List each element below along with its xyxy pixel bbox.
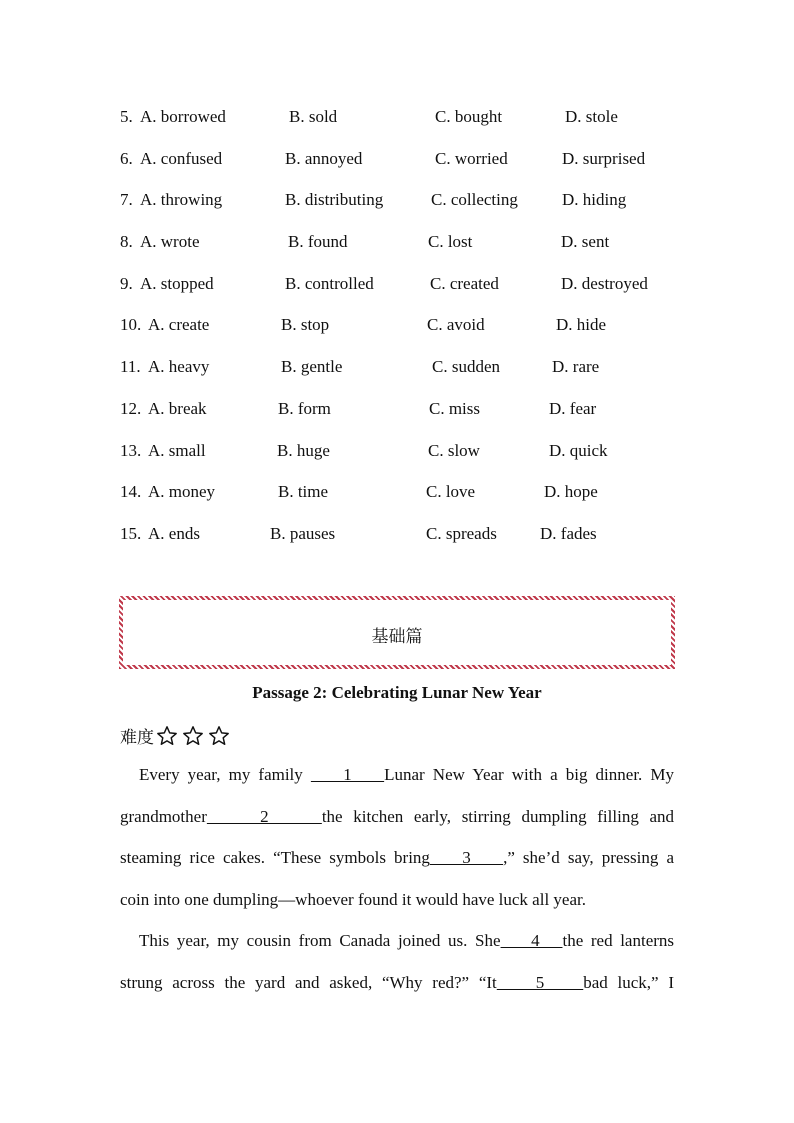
passage-text: grandmother (120, 806, 207, 826)
option-row (120, 189, 700, 231)
passage-line (120, 928, 674, 970)
option-row (120, 273, 700, 315)
question-number: 15. (120, 523, 142, 543)
blank-4: 4 (500, 931, 563, 951)
option-row (120, 523, 700, 565)
answer-options (120, 106, 700, 565)
passage-text: steaming rice cakes. “These symbols bring (120, 848, 430, 868)
difficulty-rating (120, 723, 234, 748)
blank-2: 2 (206, 806, 322, 826)
option-b: B. found (288, 232, 348, 252)
option-row (120, 481, 700, 523)
option-b: B. annoyed (285, 148, 363, 168)
passage-line (120, 970, 674, 1012)
option-d: D. rare (552, 357, 600, 377)
passage-line (120, 762, 674, 804)
option-b: B. huge (277, 440, 330, 460)
passage-text: strung across the yard and asked, “Why red?” “It (120, 972, 497, 992)
option-row (120, 440, 700, 482)
option-c: C. sudden (432, 357, 500, 377)
option-b: B. gentle (281, 357, 343, 377)
option-row (120, 231, 700, 273)
option-row (120, 356, 700, 398)
option-d: D. stole (565, 107, 618, 126)
question-number: 13. (120, 440, 142, 460)
question-number: 11. (120, 357, 141, 377)
option-row (120, 148, 700, 190)
passage-title: Passage 2: Celebrating Lunar New Year (252, 683, 542, 702)
option-row (120, 398, 700, 440)
passage-text: Every year, my family (139, 765, 311, 784)
question-number: 12. (120, 398, 142, 418)
passage-text: bad luck,” I (583, 972, 675, 992)
question-number: 9. (120, 273, 133, 293)
passage-body (120, 762, 674, 1012)
option-a: A. heavy (148, 357, 210, 377)
option-row (120, 106, 700, 148)
option-c: C. miss (429, 398, 481, 418)
star-outline-icon (156, 725, 178, 747)
option-c: C. avoid (427, 315, 485, 335)
option-b: B. form (278, 398, 331, 418)
option-d: D. hope (544, 482, 598, 502)
passage-text: the kitchen early, stirring dumpling filling and (321, 806, 675, 826)
option-a: A. stopped (140, 273, 214, 293)
option-d: D. sent (561, 232, 610, 252)
option-c: C. slow (428, 440, 480, 460)
star-outline-icon (182, 725, 204, 747)
option-d: D. hiding (562, 190, 627, 210)
option-c: C. bought (435, 107, 503, 126)
passage-line (120, 804, 674, 846)
section-title: 基础篇 (371, 627, 423, 647)
blank-1: 1 (310, 765, 385, 784)
option-b: B. controlled (285, 273, 374, 293)
option-d: D. destroyed (561, 273, 648, 293)
option-c: C. created (430, 273, 499, 293)
section-banner (119, 596, 675, 669)
option-b: B. time (278, 482, 329, 502)
passage-text: ,” she’d say, pressing a (503, 848, 674, 868)
passage-text: coin into one dumpling—whoever found it would have luck all year. (120, 889, 586, 909)
option-b: B. pauses (270, 523, 336, 543)
option-a: A. ends (148, 523, 200, 543)
passage-text: This year, my cousin from Canada joined us. She (139, 931, 501, 951)
option-a: A. create (148, 315, 210, 335)
option-d: D. hide (556, 315, 607, 335)
option-a: A. borrowed (140, 107, 226, 126)
option-a: A. break (148, 398, 207, 418)
option-c: C. love (426, 482, 476, 502)
option-c: C. spreads (426, 523, 497, 543)
option-c: C. worried (435, 148, 508, 168)
star-outline-icon (208, 725, 230, 747)
option-b: B. distributing (285, 190, 384, 210)
passage-text: the red lanterns (562, 931, 675, 951)
option-a: A. small (148, 440, 206, 460)
option-d: D. quick (549, 440, 608, 460)
passage-line (120, 887, 674, 929)
option-a: A. throwing (140, 190, 223, 210)
option-c: C. collecting (431, 190, 518, 210)
option-d: D. fear (549, 398, 597, 418)
question-number: 10. (120, 315, 142, 335)
question-number: 5. (120, 107, 133, 126)
question-number: 14. (120, 482, 142, 502)
difficulty-label: 难度 (120, 728, 154, 748)
option-row (120, 314, 700, 356)
question-number: 7. (120, 190, 133, 210)
question-number: 8. (120, 232, 133, 252)
passage-line (120, 845, 674, 887)
blank-5: 5 (496, 972, 584, 992)
option-b: B. sold (289, 107, 338, 126)
option-a: A. confused (140, 148, 223, 168)
passage-text: Lunar New Year with a big dinner. My (384, 765, 674, 784)
blank-3: 3 (429, 848, 504, 868)
option-a: A. money (148, 482, 216, 502)
question-number: 6. (120, 148, 133, 168)
option-c: C. lost (428, 232, 473, 252)
option-d: D. fades (540, 523, 597, 543)
option-a: A. wrote (140, 232, 200, 252)
option-b: B. stop (281, 315, 330, 335)
option-d: D. surprised (562, 148, 646, 168)
